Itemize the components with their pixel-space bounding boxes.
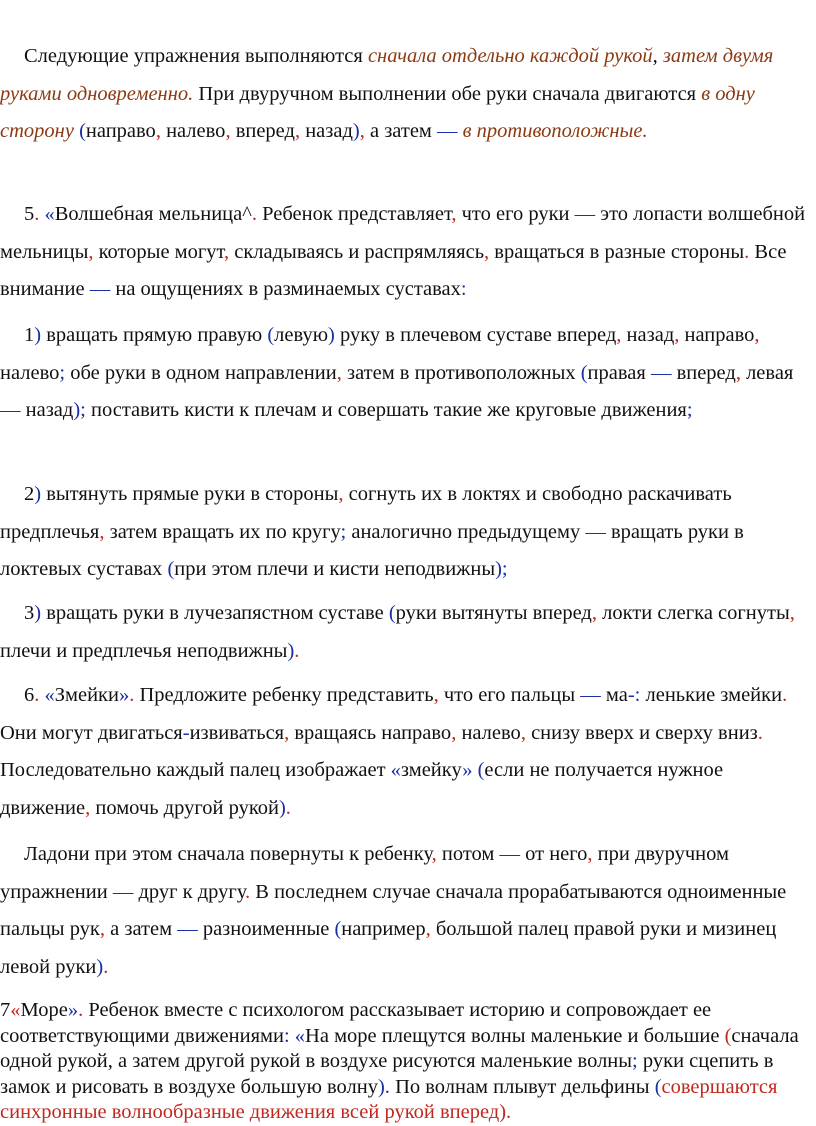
paragraph-intro: Следующие упражнения выполняются сначала отдельно каждой рукой, затем двумя руками одновременно. При двуручном выполнении обе руки сначала двигаются в одну сторону (направо, налево, вперед, назад), а затем — в противоположные. [0, 45, 774, 142]
paragraph-item-3: 3) вращать руки в лучезапястном суставе (руки вытянуты вперед, локти слегка согнуты, плечи и предплечья неподвижны). [0, 602, 795, 662]
paragraph-palms: Ладони при этом сначала повернуты к ребенку, потом — от него, при двуручном упражнении — друг к другу. В последнем случае сначала прорабатываются одноименные пальцы рук, а затем — разноименные (например, большой палец правой руки и мизинец левой руки). [0, 843, 787, 978]
paragraph-exercise-6: 6. «Змейки». Предложите ребенку представить, что его пальцы — ма-: ленькие змейки. Они могут двигаться-извиваться, вращаясь направо, налево, снизу вверх и сверху вниз. Последовательно каждый палец изображает «змейку» (если не получается нужное движение, помочь другой рукой). [0, 684, 788, 819]
paragraph-exercise-7: 7«Море». Ребенок вместе с психологом рассказывает историю и сопровождает ее соответствующими движениями: «На море плещутся волны маленькие и большие (сначала одной рукой, а затем другой рукой в воздухе рисуются маленькие волны; руки сцепить в замок и рисовать в воздухе большую волну). По волнам плывут дельфины (совершаются синхронные волнообразные движения всей рукой вперед). [0, 999, 799, 1123]
paragraph-exercise-5: 5. «Волшебная мельница^. Ребенок представляет, что его руки — это лопасти волшебной мельницы, которые могут, складываясь и распрямляясь, вращаться в разные стороны. Все внимание — на ощущениях в разминаемых суставах: [0, 203, 806, 300]
paragraph-item-1: 1) вращать прямую правую (левую) руку в плечевом суставе вперед, назад, направо, налево; обе руки в одном направлении, затем в противоположных (правая — вперед, левая — назад); поставить кисти к плечам и совершать такие же круговые движения; [0, 324, 794, 421]
paragraph-item-2: 2) вытянуть прямые руки в стороны, согнуть их в локтях и свободно раскачивать предплечья, затем вращать их по кругу; аналогично предыдущему — вращать руки в локтевых суставах (при этом плечи и кисти неподвижны); [0, 483, 744, 580]
